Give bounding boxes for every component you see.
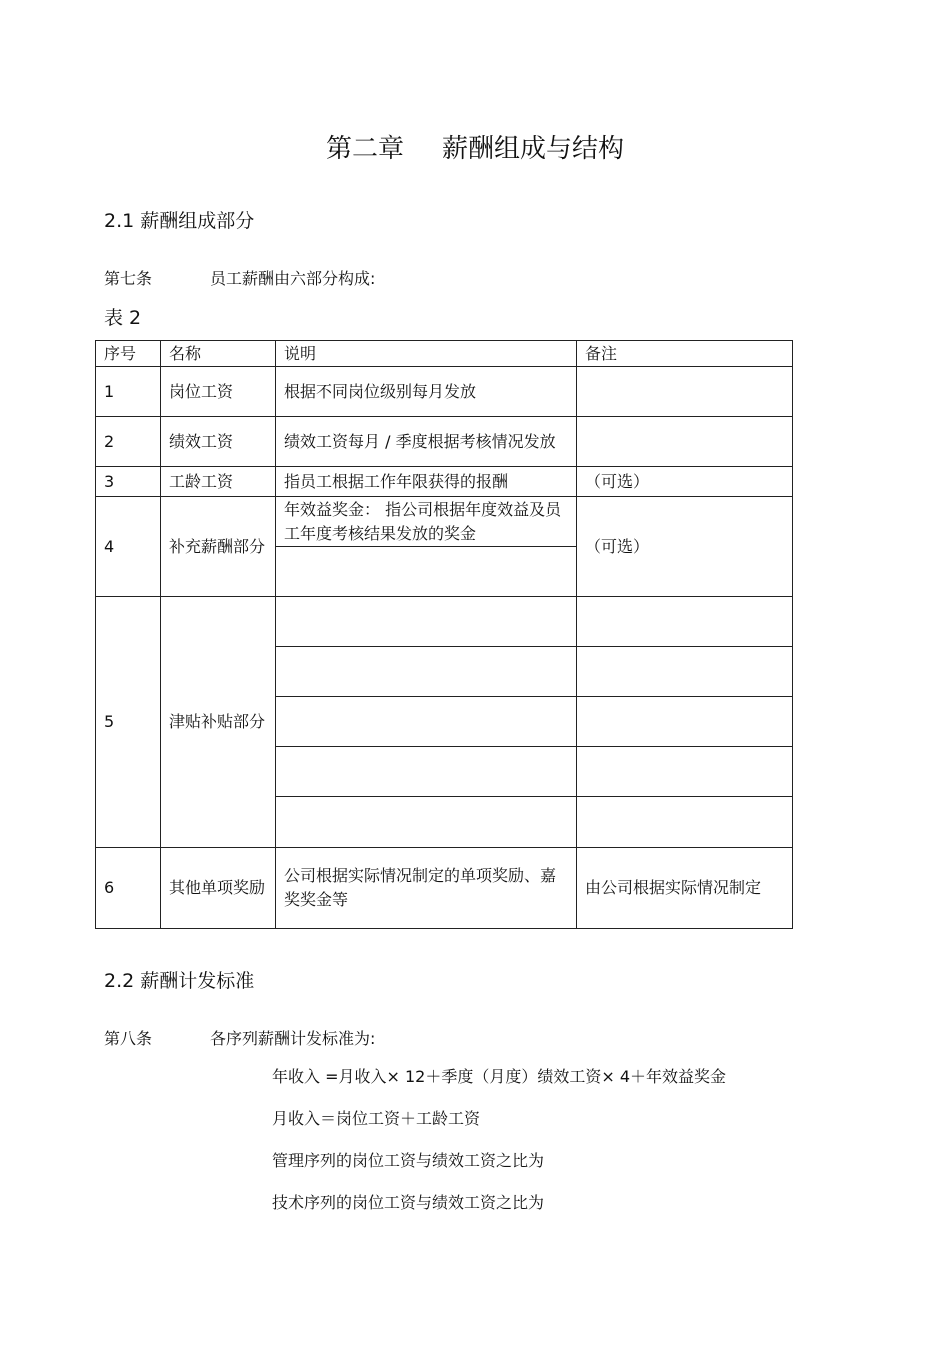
cell-no: 1 (96, 367, 161, 417)
cell-desc: 根据不同岗位级别每月发放 (276, 367, 577, 417)
formula-annual-income: 年收入 =月收入× 12＋季度（月度）绩效工资× 4＋年效益奖金 (272, 1067, 727, 1086)
cell-name: 工龄工资 (161, 467, 276, 497)
section-heading-2-2: 2.2 薪酬计发标准 (104, 970, 255, 992)
cell-note (577, 367, 793, 417)
cell-name: 绩效工资 (161, 417, 276, 467)
cell-no: 5 (96, 597, 161, 848)
cell-name: 其他单项奖励 (161, 848, 276, 929)
cell-no: 6 (96, 848, 161, 929)
cell-no: 4 (96, 497, 161, 597)
article-7 (104, 266, 375, 289)
chapter-number: 第二章 (325, 134, 404, 164)
cell-note-empty (577, 747, 793, 797)
header-no: 序号 (96, 341, 161, 367)
article-8-label: 第八条 (104, 1029, 153, 1048)
cell-desc-empty (276, 697, 577, 747)
article-7-text: 员工薪酬由六部分构成: (210, 269, 376, 288)
table-row (96, 848, 793, 929)
cell-desc: 年效益奖金： 指公司根据年度效益及员工年度考核结果发放的奖金 (276, 497, 577, 547)
cell-desc-empty (276, 797, 577, 848)
cell-note-empty (577, 697, 793, 747)
table-row (96, 597, 793, 647)
salary-composition-table (95, 340, 793, 929)
cell-name: 岗位工资 (161, 367, 276, 417)
cell-note: （可选） (577, 467, 793, 497)
section-heading-2-1: 2.1 薪酬组成部分 (104, 210, 255, 232)
cell-name: 津贴补贴部分 (161, 597, 276, 848)
header-name: 名称 (161, 341, 276, 367)
cell-desc: 绩效工资每月 / 季度根据考核情况发放 (276, 417, 577, 467)
chapter-heading: 薪酬组成与结构 (442, 134, 625, 164)
cell-note: （可选） (577, 497, 793, 597)
header-desc: 说明 (276, 341, 577, 367)
cell-desc-empty (276, 747, 577, 797)
ratio-technical-series: 技术序列的岗位工资与绩效工资之比为 (272, 1193, 545, 1212)
ratio-management-series: 管理序列的岗位工资与绩效工资之比为 (272, 1151, 545, 1170)
article-8 (104, 1026, 375, 1049)
table-row (96, 367, 793, 417)
table-label: 表 2 (104, 307, 142, 329)
cell-no: 3 (96, 467, 161, 497)
cell-no: 2 (96, 417, 161, 467)
table-header-row (96, 341, 793, 367)
cell-note: 由公司根据实际情况制定 (577, 848, 793, 929)
cell-desc-empty (276, 547, 577, 597)
header-note: 备注 (577, 341, 793, 367)
table-row (96, 467, 793, 497)
formula-monthly-income: 月收入＝岗位工资＋工龄工资 (272, 1109, 481, 1128)
cell-note-empty (577, 647, 793, 697)
chapter-title (0, 128, 950, 165)
cell-desc: 指员工根据工作年限获得的报酬 (276, 467, 577, 497)
cell-note (577, 417, 793, 467)
table-row (96, 417, 793, 467)
cell-name: 补充薪酬部分 (161, 497, 276, 597)
article-8-text: 各序列薪酬计发标准为: (210, 1029, 376, 1048)
cell-desc-empty (276, 647, 577, 697)
cell-desc-empty (276, 597, 577, 647)
table-row (96, 497, 793, 547)
cell-desc: 公司根据实际情况制定的单项奖励、嘉奖奖金等 (276, 848, 577, 929)
article-7-label: 第七条 (104, 269, 153, 288)
cell-note-empty (577, 797, 793, 848)
cell-note-empty (577, 597, 793, 647)
